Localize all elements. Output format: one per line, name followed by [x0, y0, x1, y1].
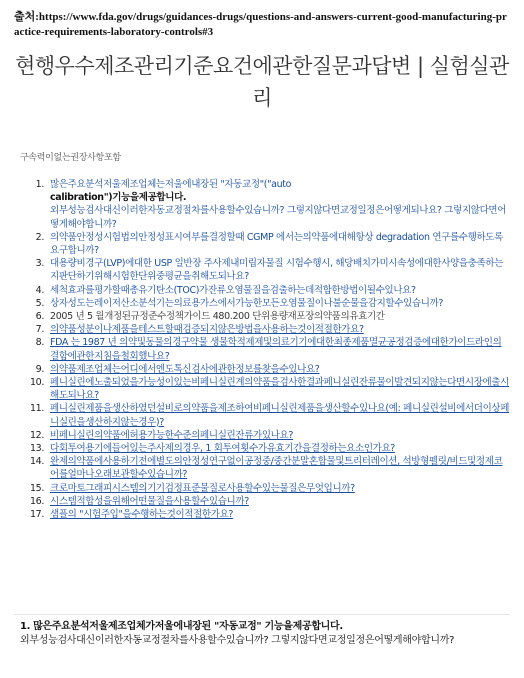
toc-number: 7.	[35, 324, 44, 336]
toc-text: 페니실린에노출되었을가능성이있는비페니실린계의약품을검사한결과페니실린잔류물이발견되지않는다면시장에출시해도되나요?	[50, 377, 510, 402]
toc-text: FDA 는 1987 년 의약및동물의경구약물 생물학적제제및의료기기에대한최종제품멸균공정검증에대한가이드라인의 결함에관한지침을철회했나요?	[50, 337, 502, 362]
toc-number: 1.	[35, 179, 44, 190]
toc-item-3[interactable]	[0, 257, 510, 283]
toc-text: 샘플의 "시험주입"을수행하는것이적절한가요?	[50, 509, 234, 521]
toc-item-6	[0, 310, 510, 323]
toc-text: 페니실린제품을생산하였던설비로의약품을제조하여비페니실린제품을생산할수있나요(예: 페니실린설비에서더이상페니실린을생산하지않는경우)?	[50, 403, 510, 428]
toc-item-10[interactable]	[0, 376, 510, 402]
toc-number: 13.	[29, 443, 44, 455]
toc-item-15[interactable]	[0, 482, 510, 495]
question-1-number: 1.	[20, 621, 31, 632]
page-title: 현행우수제조관리기준요건에관한질문과답변 | 실험실관리	[15, 54, 509, 110]
toc-number: 8.	[35, 337, 44, 349]
section-label: 구속력이없는권장사항포함	[20, 153, 121, 163]
toc-item-2[interactable]	[0, 231, 510, 257]
question-list	[0, 178, 510, 521]
toc-number: 9.	[35, 363, 44, 375]
toc-text: 대용량비경구(LVP)에대한 USP 일반장 주사제내미립자물질 시험수행시, 해당배치가미시속성에대한사양을충족하는지판단하기위해시험한단위중평균을취해도되나요?	[50, 258, 504, 283]
toc-text: 시스템적합성을위해어떤물질을사용할수있습니까?	[50, 495, 249, 507]
source-url[interactable]: 출처:https://www.fda.gov/drugs/guidances-drugs/questions-and-answers-current-good-manufacturing-practice-requirements-laboratory-controls#3	[14, 11, 507, 38]
toc-number: 10.	[29, 377, 44, 389]
question-1-heading: 많은주요분석저울제조업체가저울에내장된 "자동교정" 기능을제공합니다.	[33, 621, 343, 632]
toc-number: 5.	[35, 297, 44, 309]
toc-text: 다회투여용기에들어있는주사제의경우, 1 회투여횟수가유효기간을결정하는요소인가요?	[50, 443, 395, 455]
toc-number: 12.	[29, 429, 44, 441]
toc-item-8[interactable]	[0, 336, 510, 362]
toc-text: 많은주요분석저울제조업체는저울에내장된 "자동교정"("auto calibration")기능을제공합니다. 외부성능검사대신이러한자동교정절차를사용할수있습니까? 그렇지않다면교정일정은어떻게되나요? 그렇지않다면어떻게해야합니까?	[50, 179, 507, 230]
toc-text: 완제의약품에사용하기전에별도의안정성연구없이공정중/중간분말혼합물및트리터레이션, 석방형펠릿/비드및정제코어를얼마나오래보관할수있습니까?	[50, 456, 503, 481]
toc-number: 17.	[29, 509, 44, 521]
toc-item-7[interactable]	[0, 323, 510, 336]
toc-item-17[interactable]	[0, 508, 510, 521]
toc-text: 의약품안정성시험법의안정성표시여부를결정할때 CGMP 에서는의약품에대해항상 degradation 연구를수행하도록요구합니까?	[50, 231, 503, 257]
toc-item-9[interactable]	[0, 363, 510, 376]
toc-item-5[interactable]	[0, 297, 510, 310]
toc-item-4[interactable]	[0, 284, 510, 297]
toc-text: 의약품성분이나제품을테스트할때검증되지않은방법을사용하는것이적절한가요?	[50, 324, 364, 336]
toc-number: 6.	[35, 311, 44, 323]
toc-number: 14.	[29, 456, 44, 468]
toc-number: 2.	[35, 231, 44, 243]
toc-text: 의약품제조업체는어디에서엔도톡신검사에관한정보를찾을수있나요?	[50, 363, 320, 375]
divider	[14, 614, 510, 615]
toc-item-11[interactable]	[0, 402, 510, 428]
toc-item-13[interactable]	[0, 442, 510, 455]
toc-number: 4.	[35, 284, 44, 296]
toc-text: 세척효과를평가할때총유기탄소(TOC)가잔류오염물질을검출하는데적합한방법이될수있나요?	[50, 284, 416, 296]
question-1-body: 외부성능검사대신이러한자동교정절차를사용할수있습니까? 그렇지않다면교정일정은어떻게해야합니까?	[20, 635, 455, 646]
toc-number: 16.	[29, 495, 44, 507]
toc-item-14[interactable]	[0, 455, 510, 481]
toc-text: 상자성도는레이저산소분석기는의료용가스에서가능한모든오염물질이나불순물을감지할수있습니까?	[50, 297, 444, 309]
toc-item-16[interactable]	[0, 495, 510, 508]
toc-number: 3.	[35, 258, 44, 270]
toc-item-12[interactable]	[0, 429, 510, 442]
question-1-section	[20, 620, 510, 648]
toc-text: 크로마토그래피시스템의기기검정표준물질로사용할수있는물질은무엇입니까?	[50, 482, 355, 494]
toc-number: 11.	[29, 403, 44, 415]
toc-number: 15.	[29, 482, 44, 494]
toc-text: 2005 년 5 월개정된규정준수정책가이드 480.200 단위용량재포장의약품의유효기간	[50, 311, 385, 323]
toc-text: 비페니실린의약품에허용가능한수준의페니실린잔류가있나요?	[50, 429, 294, 441]
toc-item-1[interactable]	[0, 178, 510, 231]
